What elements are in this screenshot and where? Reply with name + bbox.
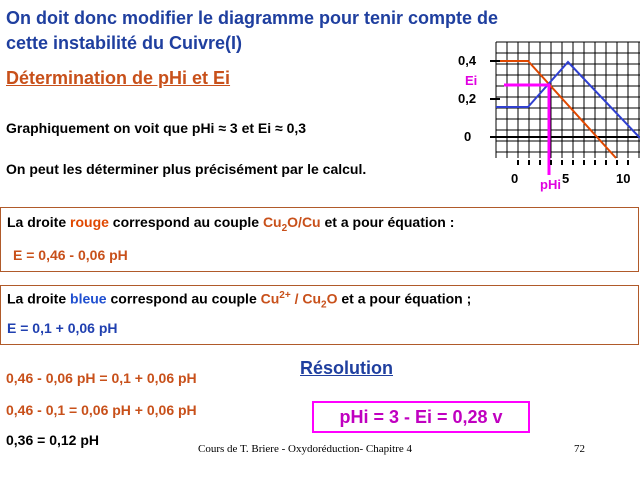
section-heading: Détermination de pHi et Ei (6, 68, 231, 88)
blue-line-equation: E = 0,1 + 0,06 pH (7, 320, 118, 336)
y-label-02: 0,2 (458, 91, 477, 106)
resolution-step-3: 0,36 = 0,12 pH (6, 432, 100, 448)
red-line-equation: E = 0,46 - 0,06 pH (13, 247, 128, 263)
red-line-description: La droite rouge correspond au couple $Cu_2O/Cu$ et a pour équation : (7, 214, 455, 234)
y-label-0: 0 (464, 129, 472, 144)
title-line-2: cette instabilité du Cuivre(I) (6, 33, 243, 53)
y-label-04: 0,4 (458, 53, 477, 68)
title-line-1: On doit donc modifier le diagramme pour tenir compte de (6, 8, 499, 28)
mini-diagram (448, 40, 640, 200)
footer-text: Cours de T. Briere - Oxydoréduction- Chapitre 4 (198, 443, 413, 455)
calculation-note-text: On peut les déterminer plus précisément par le calcul. (6, 161, 367, 177)
result-box: pHi = 3 - Ei = 0,28 v (312, 401, 530, 433)
slide-title (6, 6, 498, 56)
x-label-0: 0 (511, 171, 519, 186)
page-number: 72 (574, 443, 585, 455)
blue-line-description: La droite bleue correspond au couple $Cu^{2+} / Cu_2O$ et a pour équation ; (7, 290, 472, 311)
phi-label: pHi (540, 177, 561, 192)
word-rouge: rouge (70, 214, 109, 230)
x-label-10: 10 (616, 171, 631, 186)
graphical-reading-text: Graphiquement on voit que pHi ≈ 3 et Ei ≈ 0,3 (6, 120, 307, 136)
x-label-5: 5 (562, 171, 570, 186)
blue-line-box (0, 285, 639, 345)
word-bleue: bleue (70, 290, 107, 307)
red-line-box (0, 207, 639, 272)
diagram-plot (448, 40, 640, 200)
resolution-step-2: 0,46 - 0,1 = 0,06 pH + 0,06 pH (6, 402, 197, 418)
ei-label: Ei (465, 73, 478, 88)
resolution-heading: Résolution (300, 358, 393, 378)
resolution-step-1: 0,46 - 0,06 pH = 0,1 + 0,06 pH (6, 370, 197, 386)
